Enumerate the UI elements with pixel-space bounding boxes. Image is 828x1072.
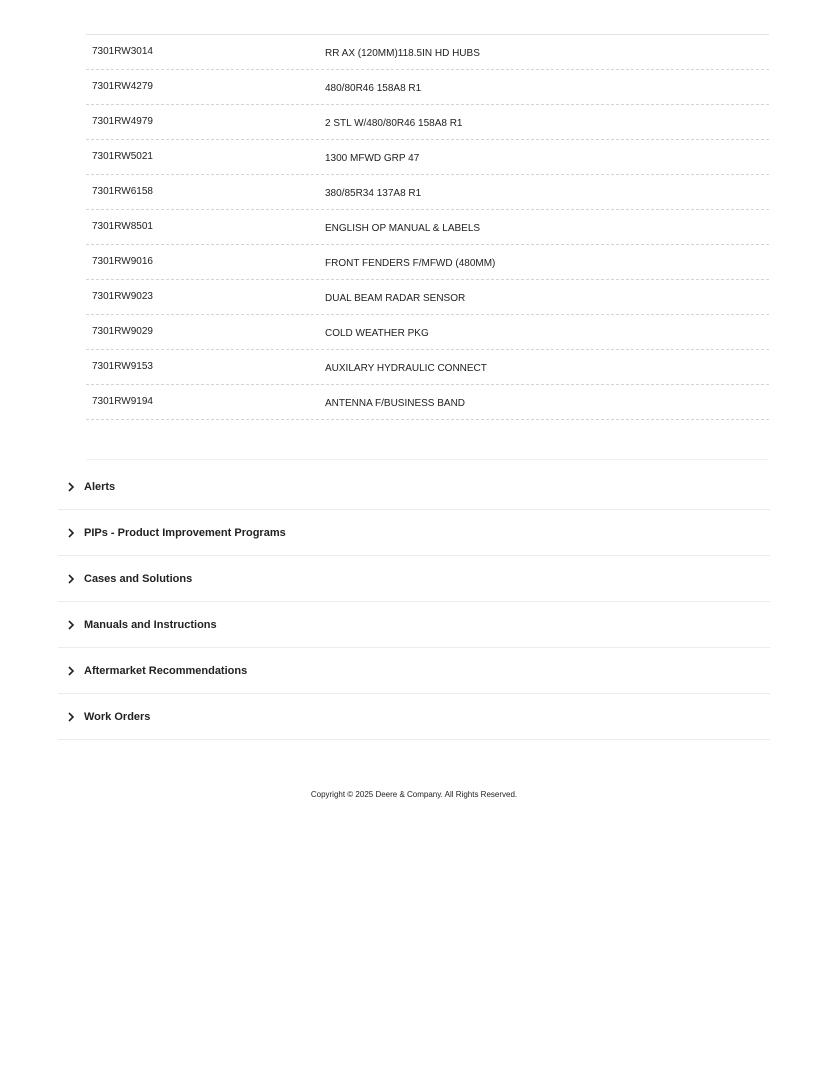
option-code: 7301RW6158 [92, 185, 153, 197]
option-description: 380/85R34 137A8 R1 [325, 187, 422, 199]
option-code: 7301RW9153 [92, 360, 153, 372]
option-description: AUXILARY HYDRAULIC CONNECT [325, 362, 487, 374]
section-manuals-and-instructions[interactable] [58, 602, 770, 648]
option-description: RR AX (120MM)118.5IN HD HUBS [325, 47, 480, 59]
section-cases-and-solutions[interactable] [58, 556, 770, 602]
section-aftermarket-recommendations[interactable] [58, 648, 770, 694]
section-work-orders[interactable] [58, 694, 770, 740]
option-code: 7301RW5021 [92, 150, 153, 162]
section-label: Manuals and Instructions [84, 618, 217, 631]
table-row [86, 350, 769, 385]
section-label: Work Orders [84, 710, 151, 723]
table-row [86, 105, 769, 140]
section-alerts[interactable] [58, 464, 770, 510]
chevron-right-icon [58, 712, 84, 722]
chevron-right-icon [58, 666, 84, 676]
chevron-right-icon [58, 574, 84, 584]
option-code: 7301RW9194 [92, 395, 153, 407]
table-row [86, 315, 769, 350]
option-code: 7301RW3014 [92, 45, 153, 57]
chevron-right-icon [58, 620, 84, 630]
table-row [86, 175, 769, 210]
table-row [86, 210, 769, 245]
option-description: 1300 MFWD GRP 47 [325, 152, 420, 164]
section-label: Alerts [84, 480, 116, 493]
option-description: ANTENNA F/BUSINESS BAND [325, 397, 466, 409]
option-description: 2 STL W/480/80R46 158A8 R1 [325, 117, 463, 129]
table-row [86, 35, 769, 70]
option-description: DUAL BEAM RADAR SENSOR [325, 292, 466, 304]
table-row [86, 280, 769, 315]
section-label: PIPs - Product Improvement Programs [84, 526, 286, 539]
section-label: Cases and Solutions [84, 572, 193, 585]
option-description: COLD WEATHER PKG [325, 327, 429, 339]
option-code: 7301RW4979 [92, 115, 153, 127]
collapsible-sections [58, 464, 770, 740]
option-description: ENGLISH OP MANUAL & LABELS [325, 222, 481, 234]
option-code: 7301RW8501 [92, 220, 153, 232]
option-description: 480/80R46 158A8 R1 [325, 82, 422, 94]
table-row [86, 245, 769, 280]
option-code: 7301RW9016 [92, 255, 153, 267]
table-row [86, 140, 769, 175]
option-description: FRONT FENDERS F/MFWD (480MM) [325, 257, 496, 269]
option-code: 7301RW9023 [92, 290, 153, 302]
chevron-right-icon [58, 482, 84, 492]
section-label: Aftermarket Recommendations [84, 664, 248, 677]
table-divider [86, 426, 769, 460]
chevron-right-icon [58, 528, 84, 538]
copyright-text: Copyright © 2025 Deere & Company. All Rights Reserved. [310, 790, 518, 799]
options-table [86, 34, 769, 420]
section-pips[interactable] [58, 510, 770, 556]
table-row [86, 70, 769, 105]
option-code: 7301RW4279 [92, 80, 153, 92]
option-code: 7301RW9029 [92, 325, 153, 337]
table-row [86, 385, 769, 420]
